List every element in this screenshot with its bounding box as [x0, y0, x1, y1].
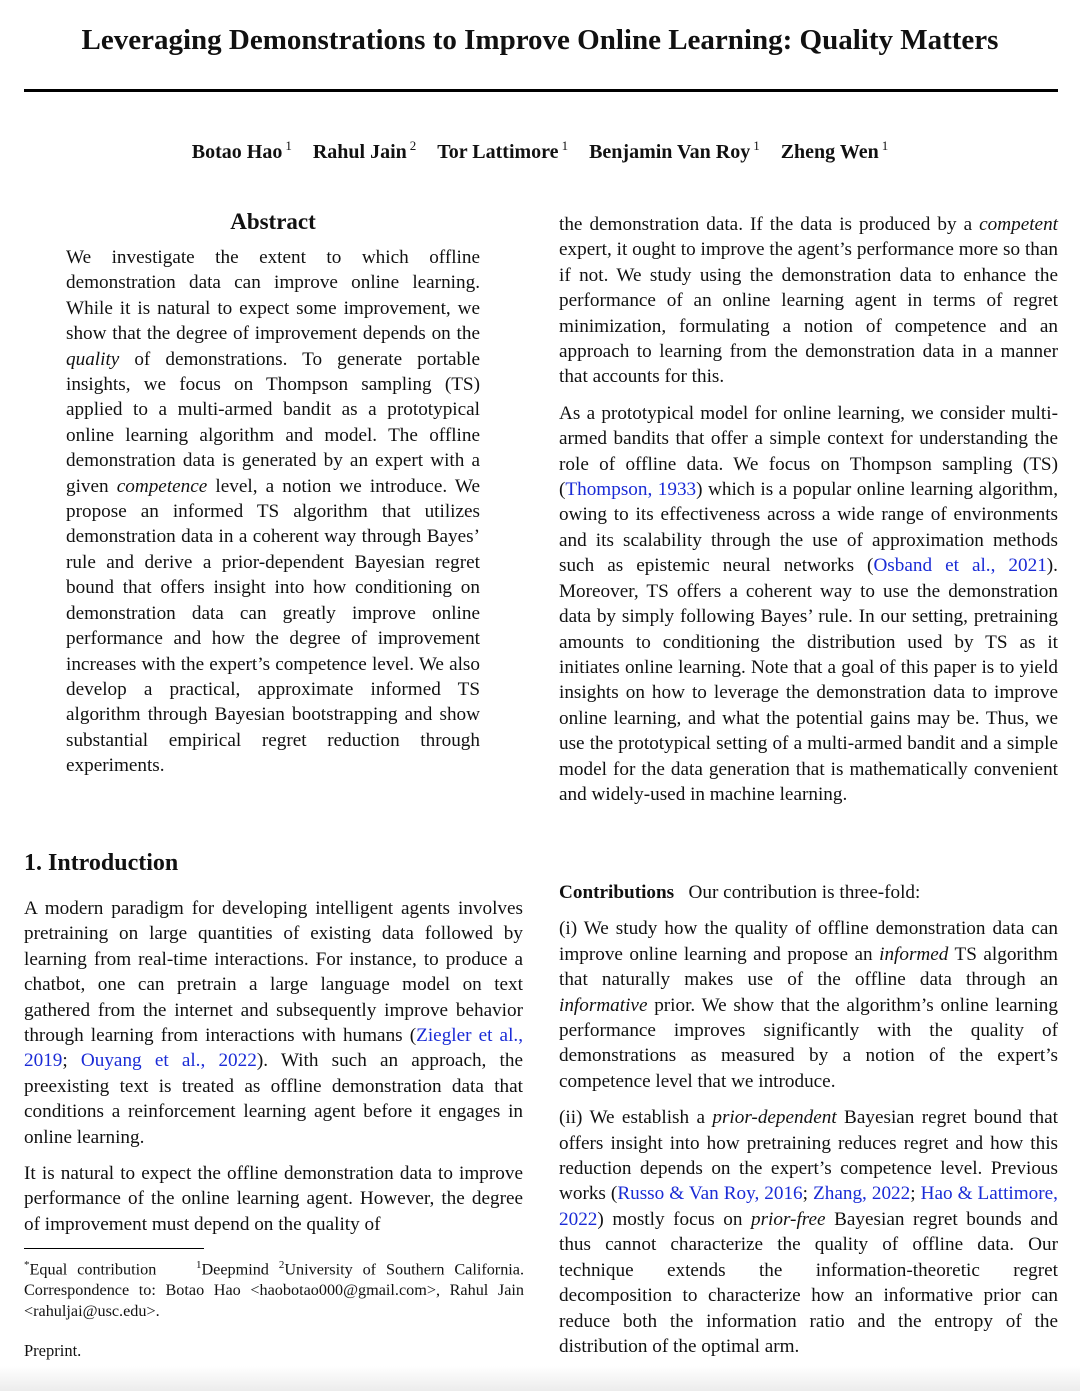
bottom-fade	[0, 1366, 1080, 1391]
intro-paragraph-1: A modern paradigm for developing intelligent agents involves pretraining on large quantities of existing data followed by learning from real-time interactions. For instance, to produce a chatbot, one can pretrain a large language model on text gathered from the internet and subsequently improve behavior through learning from interactions with humans (Ziegler et al., 2019; Ouyang et al., 2022). With such an approach, the preexisting text is treated as offline demonstration data that conditions a reinforcement learning agent before it engages in online learning.	[24, 898, 523, 1148]
footnote-rule	[24, 1248, 204, 1249]
citation-link[interactable]: Ziegler et al., 2019	[24, 1025, 523, 1072]
right-paragraph-1: the demonstration data. If the data is produced by a competent expert, it ought to improve the agent’s performance more so than if not. We study using the demonstration data to enhance the performance of an online learning agent in terms of regret minimization, formulating a notion of competence and an approach to learning from the demonstration data in a manner that accounts for this.	[559, 214, 1058, 388]
author: Rahul Jain $^2$	[312, 138, 417, 163]
abstract-body	[66, 245, 480, 779]
author: Botao Hao $^1$	[191, 138, 292, 163]
citation-link[interactable]: Osband et al., 2021	[873, 555, 1047, 577]
author-list	[0, 138, 1080, 164]
author: Benjamin Van Roy $^1$	[589, 138, 760, 163]
paper-title: Leveraging Demonstrations to Improve Online Learning: Quality Matters	[81, 24, 999, 56]
footnote: *Equal contribution $^1$Deepmind $^2$University of Southern California. Correspondence to: Botao Hao <haobotao000@gmail.com>, Rahul Jain <rahuljai@usc.edu>.	[24, 1259, 525, 1321]
citation-link[interactable]: Ouyang et al., 2022	[80, 1050, 257, 1072]
section-heading-introduction: 1. Introduction	[24, 850, 179, 876]
right-column-top	[559, 212, 1058, 807]
citation-link[interactable]: Thompson, 1933	[565, 479, 697, 501]
contribution-i: (i) We study how the quality of offline demonstration data can improve online learning and propose an informed TS algorithm that naturally makes use of the offline data through an informative prior. We show that the algorithm’s online learning performance improves significantly with the quality of demonstrations as measured by a notion of the expert’s competence level that we introduce.	[559, 918, 1058, 1092]
contributions-lead: Contributions Our contribution is three-fold:	[559, 882, 921, 903]
right-paragraph-2: As a prototypical model for online learning, we consider multi-armed bandits that offer a simple context for understanding the role of offline data. We focus on Thompson sampling (TS) (Thompson, 1933) which is a popular online learning algorithm, owing to its effectiveness across a wide range of environments and its scalability through the use of approximation methods such as epistemic neural networks (Osband et al., 2021). Moreover, TS offers a coherent way to use the demonstration data by simply following Bayes’ rule. In our setting, pretraining amounts to conditioning the distribution used by TS as it initiates online learning. Note that a goal of this paper is to yield insights on how to leverage the demonstration data to improve online learning, and what the potential gains may be. Thus, we use the prototypical setting of a multi-armed bandit and a simple model for the data generation that is mathematically convenient and widely-used in machine learning.	[559, 402, 1058, 805]
author: Zheng Wen $^1$	[780, 138, 889, 163]
preprint-label: Preprint.	[24, 1341, 82, 1360]
title-rule	[24, 89, 1058, 92]
intro-paragraph-2: It is natural to expect the offline demonstration data to improve performance of the online learning agent. However, the degree of improvement must depend on the quality of	[24, 1163, 523, 1235]
right-column-contributions	[559, 880, 1058, 1359]
abstract-heading: Abstract	[230, 209, 316, 234]
author: Tor Lattimore $^1$	[437, 138, 569, 163]
citation-link[interactable]: Hao & Lattimore, 2022	[559, 1183, 1058, 1230]
citation-link[interactable]: Russo & Van Roy, 2016	[617, 1183, 803, 1205]
abstract-paragraph: We investigate the extent to which offline demonstration data can improve online learning. While it is natural to expect some improvement, we show that the degree of improvement depends on the quality of demonstrations. To generate portable insights, we focus on Thompson sampling (TS) applied to a multi-armed bandit as a prototypical online learning algorithm and model. The offline demonstration data is generated by an expert with a given competence level, a notion we introduce. We propose an informed TS algorithm that utilizes demonstration data in a coherent way through Bayes’ rule and derive a prior-dependent Bayesian regret bound that offers insight into how conditioning on demonstration data can greatly improve online performance and how the degree of improvement increases with the expert’s competence level. We also develop a practical, approximate informed TS algorithm through Bayesian bootstrapping and show substantial empirical regret reduction through experiments.	[66, 247, 480, 777]
intro-body	[24, 896, 523, 1237]
citation-link[interactable]: Zhang, 2022	[813, 1183, 911, 1205]
contribution-ii: (ii) We establish a prior-dependent Bayesian regret bound that offers insight into how pretraining reduces regret and how this reduction depends on the expert’s competence level. Previous works (Russo & Van Roy, 2016; Zhang, 2022; Hao & Lattimore, 2022) mostly focus on prior-free Bayesian regret bounds and thus cannot characterize the quality of offline data. Our technique extends the information-theoretic regret decomposition to characterize how an informative prior can reduce both the information ratio and the entropy of the distribution of the optimal arm.	[559, 1107, 1058, 1357]
